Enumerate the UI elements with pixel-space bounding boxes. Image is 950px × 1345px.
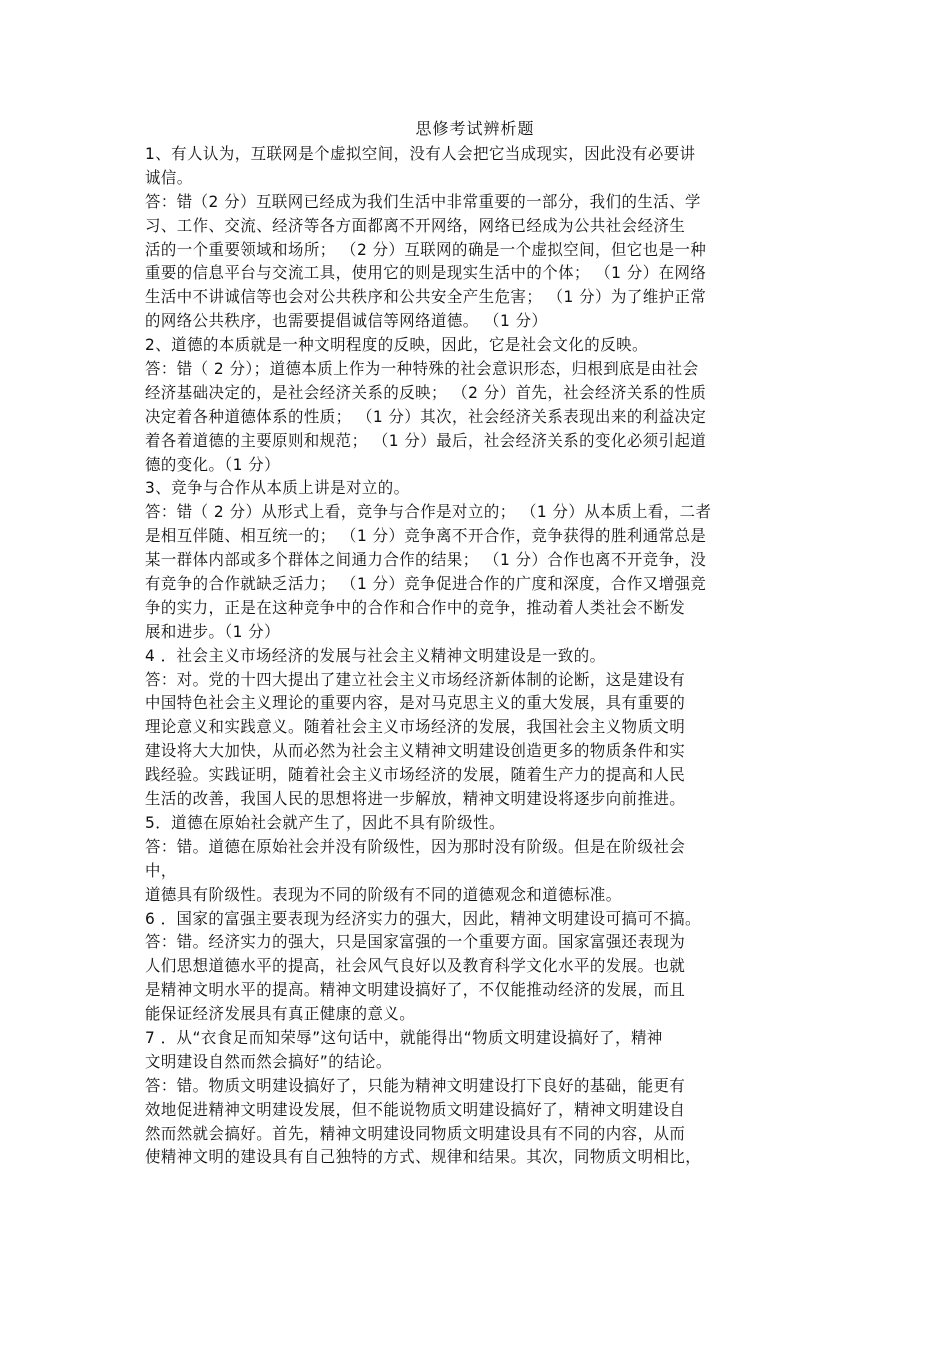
- document-body: [145, 142, 825, 1169]
- text-line: 着各着道德的主要原则和规范； （1 分）最后，社会经济关系的变化必须引起道: [145, 430, 707, 450]
- text-line: 3、竞争与合作从本质上讲是对立的。: [145, 478, 410, 498]
- text-line: 有竞争的合作就缺乏活力； （1 分）竞争促进合作的广度和深度，合作又增强竞: [145, 574, 707, 594]
- text-line: 生活中不讲诚信等也会对公共秩序和公共安全产生危害； （1 分）为了维护正常: [145, 287, 707, 307]
- text-line: 习、工作、交流、经济等各方面都离不开网络，网络已经成为公共社会经济生: [145, 215, 686, 235]
- text-line: 答：错（ 2 分）从形式上看，竞争与合作是对立的； （1 分）从本质上看，二者: [145, 502, 712, 522]
- text-line: 然而然就会搞好。首先，精神文明建设同物质文明建设具有不同的内容，从而: [145, 1123, 686, 1143]
- text-line: 答：错。经济实力的强大，只是国家富强的一个重要方面。国家富强还表现为: [145, 932, 686, 952]
- text-line: 是相互伴随、相互统一的； （1 分）竞争离不开合作，竞争获得的胜利通常总是: [145, 526, 707, 546]
- text-line: 争的实力，正是在这种竞争中的合作和合作中的竞争，推动着人类社会不断发: [145, 597, 686, 617]
- text-line: 答：错（2 分）互联网已经成为我们生活中非常重要的一部分，我们的生活、学: [145, 191, 701, 211]
- text-line: 某一群体内部或多个群体之间通力合作的结果； （1 分）合作也离不开竞争，没: [145, 550, 707, 570]
- text-line: 生活的改善，我国人民的思想将进一步解放，精神文明建设将逐步向前推进。: [145, 789, 686, 809]
- text-line: 德的变化。（1 分）: [145, 454, 281, 474]
- text-line: 诚信。: [145, 167, 193, 187]
- text-line: 效地促进精神文明建设发展，但不能说物质文明建设搞好了，精神文明建设自: [145, 1099, 686, 1119]
- text-line: 1、有人认为，互联网是个虚拟空间，没有人会把它当成现实，因此没有必要讲: [145, 144, 696, 163]
- text-line: 答：错（ 2 分）；道德本质上作为一种特殊的社会意识形态，归根到底是由社会: [145, 359, 699, 379]
- text-line: 答：错。道德在原始社会并没有阶级性，因为那时没有阶级。但是在阶级社会: [145, 836, 686, 856]
- text-line: 建设将大大加快，从而必然为社会主义精神文明建设创造更多的物质条件和实: [145, 741, 686, 761]
- document-title: 思修考试辨析题: [415, 119, 535, 138]
- text-line: 人们思想道德水平的提高，社会风气良好以及教育科学文化水平的发展。也就: [145, 956, 686, 976]
- text-line: 2、道德的本质就是一种文明程度的反映，因此，它是社会文化的反映。: [145, 335, 648, 355]
- text-line: 践经验。实践证明，随着社会主义市场经济的发展，随着生产力的提高和人民: [145, 765, 686, 785]
- text-line: 能保证经济发展具有真正健康的意义。: [145, 1004, 416, 1024]
- text-line: 的网络公共秩序，也需要提倡诚信等网络道德。 （1 分）: [145, 311, 548, 331]
- text-line: 中，: [145, 860, 177, 880]
- text-line: 重要的信息平台与交流工具，使用它的则是现实生活中的个体； （1 分）在网络: [145, 263, 707, 283]
- text-line: 是精神文明水平的提高。精神文明建设搞好了，不仅能推动经济的发展，而且: [145, 980, 686, 1000]
- text-line: 展和进步。（1 分）: [145, 621, 281, 641]
- text-line: 理论意义和实践意义。随着社会主义市场经济的发展，我国社会主义物质文明: [145, 717, 686, 737]
- text-line: 道德具有阶级性。表现为不同的阶级有不同的道德观念和道德标准。: [145, 884, 622, 904]
- text-line: 5．道德在原始社会就产生了，因此不具有阶级性。: [145, 812, 505, 832]
- text-line: 4 ．社会主义市场经济的发展与社会主义精神文明建设是一致的。: [145, 645, 606, 665]
- text-line: 中国特色社会主义理论的重要内容，是对马克思主义的重大发展，具有重要的: [145, 693, 686, 713]
- text-line: 6 ．国家的富强主要表现为经济实力的强大，因此，精神文明建设可搞可不搞。: [145, 908, 701, 928]
- text-line: 使精神文明的建设具有自己独特的方式、规律和结果。其次，同物质文明相比，: [145, 1147, 702, 1167]
- text-line: 7 ．从“衣食足而知荣辱”这句话中，就能得出“物质文明建设搞好了，精神: [145, 1027, 663, 1047]
- text-line: 活的一个重要领域和场所； （2 分）互联网的确是一个虚拟空间，但它也是一种: [145, 239, 707, 259]
- text-line: 文明建设自然而然会搞好”的结论。: [145, 1051, 392, 1071]
- text-line: 经济基础决定的，是社会经济关系的反映； （2 分）首先，社会经济关系的性质: [145, 382, 707, 402]
- text-line: 决定着各种道德体系的性质； （1 分）其次，社会经济关系表现出来的利益决定: [145, 406, 707, 426]
- text-line: 答：错。物质文明建设搞好了，只能为精神文明建设打下良好的基础，能更有: [145, 1075, 686, 1095]
- text-line: 答：对。党的十四大提出了建立社会主义市场经济新体制的论断，这是建设有: [145, 669, 686, 689]
